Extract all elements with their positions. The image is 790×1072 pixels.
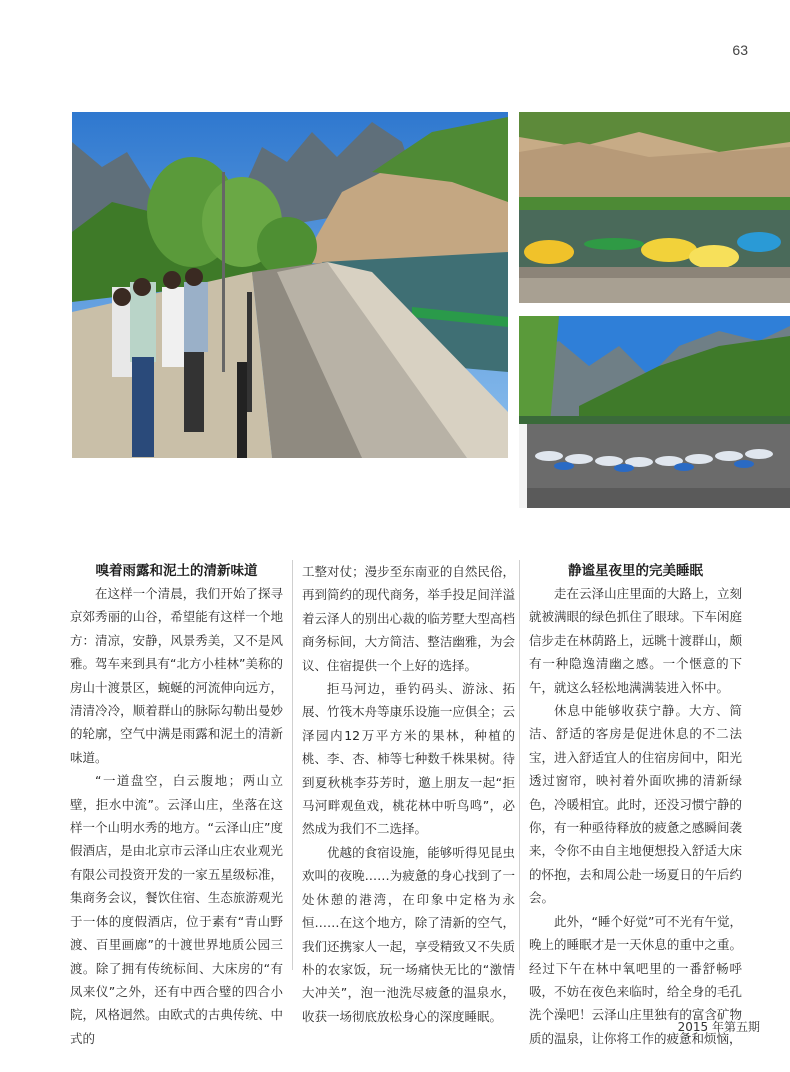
photo-lake-boats: [519, 112, 790, 303]
photo-kart-track: [519, 316, 790, 508]
article-column-2: [302, 560, 515, 1028]
paragraph: 此外，“睡个好觉”可不光有午觉，晚上的睡眠才是一天休息的重中之重。经过下午在林中氧吧里的一番舒畅呼吸，不妨在夜色来临时，给全身的毛孔洗个澡吧！云泽山庄里独有的富含矿物质的温泉，让你将工作的疲惫和烦恼，: [529, 913, 742, 1046]
page-number: 63: [732, 42, 748, 58]
section-heading-fresh-scent: 嗅着雨露和泥土的清新味道: [95, 563, 258, 579]
paragraph: 休息中能够收获宁静。大方、简洁、舒适的客房是促进休息的不二法宝，进入舒适宜人的住宿房间中，阳光透过窗帘，映衬着外面吹拂的清新绿色，冷暖相宜。此时，还没习惯宁静的你，有一种亟待释放的疲惫之感瞬间袭来，令你不由自主地便想投入舒适大床的怀抱，去和周公赴一场夏日的午后约会。: [529, 703, 742, 906]
paragraph: 走在云泽山庄里面的大路上，立刻就被满眼的绿色抓住了眼球。下车闲庭信步走在林荫路上，远眺十渡群山，颇有一种隐逸清幽之感。一个惬意的下午，就这么轻松地满满装进入怀中。: [529, 586, 742, 695]
photo-riverside-embankment: [72, 112, 508, 458]
paragraph: 在这样一个清晨，我们开始了探寻京郊秀丽的山谷，希望能有这样一个地方：清凉，安静，风景秀美，又不是风雅。驾车来到具有“北方小桂林”美称的房山十渡景区，蜿蜒的河流伸向远方，清清冷冷，顺着群山的脉际勾勒出曼妙的轮廓，空气中满是雨露和泥土的清新味道。: [70, 586, 283, 765]
article-column-3: [529, 560, 742, 1050]
issue-footer: 2015 年第五期: [677, 1020, 760, 1034]
column-divider: [519, 560, 520, 970]
article-column-1: [70, 560, 283, 1050]
paragraph: 拒马河边，垂钓码头、游泳、拓展、竹筏木舟等康乐设施一应俱全；云泽园内12万平方米的果林，种植的桃、李、杏、柿等七种数千株果树。待到夏秋桃李芬芳时，邀上朋友一起“拒马河畔观鱼戏，桃花林中听鸟鸣”，必然成为我们不二选择。: [302, 681, 515, 837]
paragraph: 优越的食宿设施，能够听得见昆虫欢叫的夜晚……为疲惫的身心找到了一处休憩的港湾，在印象中定格为永恒……在这个地方，除了清新的空气，我们还携家人一起，享受精致又不失质朴的农家饭，玩一场痛快无比的“激情大冲关”，泡一池洗尽疲惫的温泉水，收获一场彻底放松身心的深度睡眠。: [302, 844, 515, 1024]
column-divider: [292, 560, 293, 970]
section-heading-starry-night: 静谧星夜里的完美睡眠: [568, 563, 703, 579]
paragraph: “一道盘空，白云腹地；两山立壁，拒水中流”。云泽山庄，坐落在这样一个山明水秀的地方。“云泽山庄”度假酒店，是由北京市云泽山庄农业观光有限公司投资开发的一家五星级标准，集商务会议，餐饮住宿、生态旅游观光于一体的度假酒店，位于素有“青山野渡、百里画廊”的十渡世界地质公园三渡。除了拥有传统标间、大床房的“有凤来仪”之外，还有中西合璧的四合小院，风格迥然。由欧式的古典传统、中式的: [70, 773, 283, 1046]
paragraph-continued: 工整对仗；漫步至东南亚的自然民俗，再到简约的现代商务，举手投足间洋溢着云泽人的别出心裁的临芳墅大型高档商务标间，大方简洁、整洁幽雅，为会议、住宿提供一个上好的选择。: [302, 564, 515, 673]
